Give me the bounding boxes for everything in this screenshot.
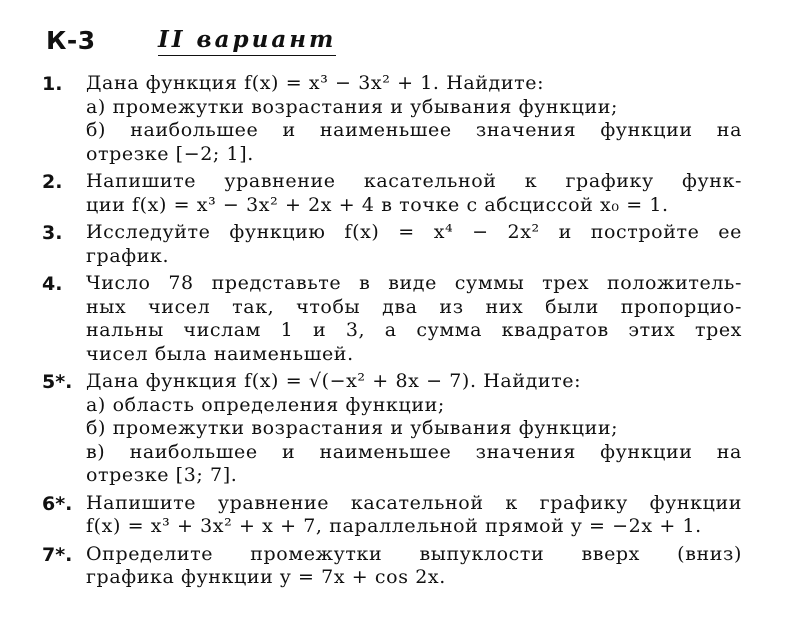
problem-number: 3.	[42, 222, 63, 244]
problem-line: Дана функция f(x) = x³ − 3x² + 1. Найдите:	[86, 72, 545, 94]
problem-number: 2.	[42, 171, 63, 193]
problem-line: Число 78 представьте в виде суммы трех положитель-	[86, 272, 742, 294]
problem-text	[86, 170, 742, 217]
problem-text	[86, 272, 742, 366]
problem-text	[86, 543, 742, 590]
problem-line: Определите промежутки выпуклости вверх (вниз)	[86, 542, 742, 565]
problem-line: графика функции y = 7x + cos 2x.	[86, 566, 446, 588]
problem-1	[42, 72, 742, 166]
problem-line: Дана функция f(x) = √(−x² + 8x − 7). Найдите:	[86, 370, 582, 392]
problem-text	[86, 221, 742, 268]
problem-line: отрезке [−2; 1].	[86, 142, 254, 165]
problem-3	[42, 221, 742, 268]
problem-line: Напишите уравнение касательной к графику функ-	[86, 170, 742, 192]
problem-number: 4.	[42, 273, 63, 295]
problem-line: б) наибольшее и наименьшее значения функции на	[86, 119, 742, 141]
problem-number: 5*.	[42, 371, 73, 393]
problem-4	[42, 272, 742, 366]
problem-line: а) промежутки возрастания и убывания функции;	[86, 95, 618, 118]
problem-number: 7*.	[42, 543, 73, 566]
problem-line: б) промежутки возрастания и убывания функции;	[86, 417, 619, 439]
problem-text	[86, 72, 742, 166]
problem-line: ции f(x) = x³ − 3x² + 2x + 4 в точке с абсциссой x₀ = 1.	[86, 193, 669, 216]
problem-list	[42, 72, 742, 590]
problem-line: Напишите уравнение касательной к графику функции	[86, 491, 742, 514]
worksheet-header	[46, 26, 746, 62]
problem-line: в) наибольшее и наименьшее значения функции на	[86, 440, 742, 463]
variant-title: II вариант	[158, 26, 336, 56]
problem-line: а) область определения функции;	[86, 393, 445, 416]
problem-line: ных чисел так, чтобы два из них были пропорцио-	[86, 295, 742, 318]
problem-number: 1.	[42, 73, 63, 95]
test-code: К-3	[46, 26, 96, 55]
problem-2	[42, 170, 742, 217]
problem-text	[86, 370, 742, 488]
problem-7	[42, 543, 742, 590]
problem-text	[86, 492, 742, 539]
problem-line: график.	[86, 244, 170, 267]
problem-5	[42, 370, 742, 488]
problem-line: Исследуйте функцию f(x) = x⁴ − 2x² и постройте ее	[86, 221, 742, 243]
problem-line: чисел была наименьшей.	[86, 342, 354, 365]
problem-line: отрезке [3; 7].	[86, 464, 238, 486]
problem-6	[42, 492, 742, 539]
problem-line: нальны числам 1 и 3, а сумма квадратов этих трех	[86, 319, 742, 341]
problem-line: f(x) = x³ + 3x² + x + 7, параллельной прямой y = −2x + 1.	[86, 515, 702, 537]
problem-number: 6*.	[42, 492, 73, 515]
